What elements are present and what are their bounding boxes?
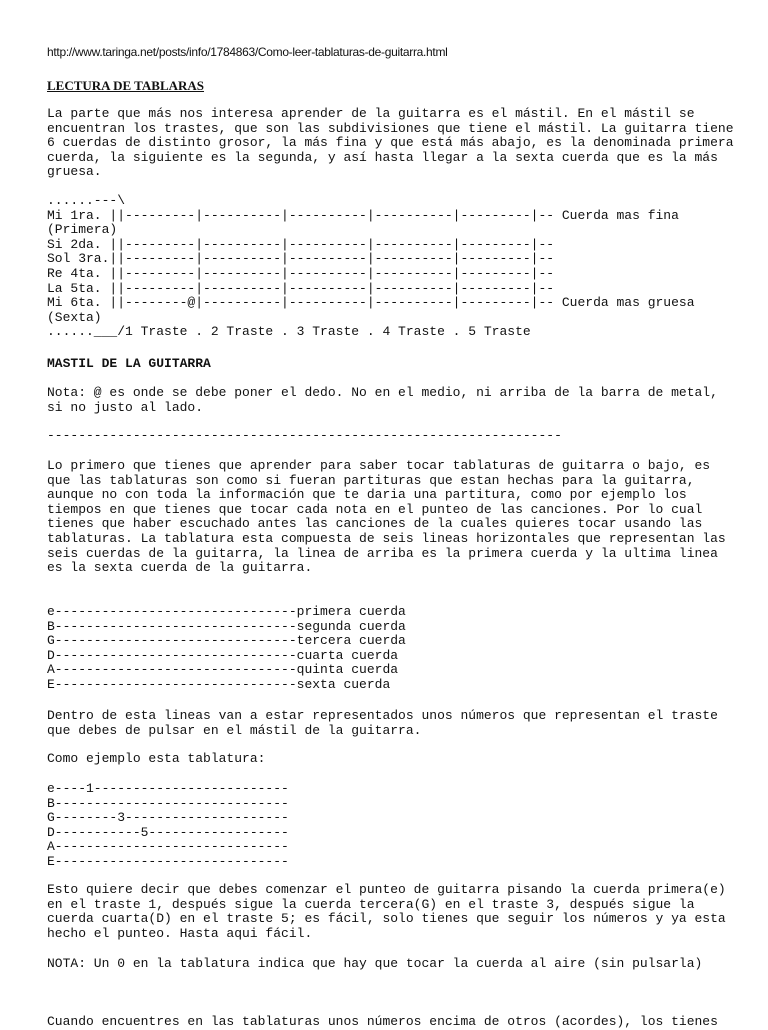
- tablature-explanation-paragraph: Lo primero que tienes que aprender para saber tocar tablaturas de guitarra o bajo, es que las tablaturas son como si fueran partituras que estan hechas para la guitarra, aunque no con toda la información que te daria una partitura, como por ejemplo los tiempos en que tienes que tocar cada nota en el punteo de las canciones. Por lo cual tienes que haber escuchado antes las canciones de la cuales quieres tocar usando las tablaturas. La tablatura esta compuesta de seis lineas horizontales que representan las seis cuerdas de la guitarra, la linea de arriba es la primera cuerda y la ultima linea es la sexta cuerda de la guitarra.: [47, 458, 726, 576]
- section-title-mastil: MASTIL DE LA GUITARRA: [47, 356, 211, 371]
- open-string-note: NOTA: Un 0 en la tablatura indica que hay que tocar la cuerda al aire (sin pulsarla): [47, 956, 703, 971]
- example-explanation-paragraph: Esto quiere decir que debes comenzar el punteo de guitarra pisando la cuerda primera(e) en el traste 1, después sigue la cuerda tercera(G) en el traste 3, después sigue la cuerda cuarta(D) en el traste 5; es fácil, solo tienes que seguir los números y ya esta hecho el punteo. Hasta aqui fácil.: [47, 882, 726, 941]
- example-intro: Como ejemplo esta tablatura:: [47, 751, 266, 766]
- string-names-diagram: e-------------------------------primera cuerda B-------------------------------segunda cuerda G-------------------------------tercera cuerda D-------------------------------cuarta cuerda A-------------------------------quinta cuerda E-------------------------------sexta cuerda: [47, 604, 406, 692]
- fretboard-diagram: ......---\ Mi 1ra. ||---------|----------|----------|----------|---------|-- Cuerda mas fina (Primera) Si 2da. ||---------|----------|----------|----------|---------|-- Sol 3ra.||---------|----------|----------|----------|---------|-- Re 4ta. ||---------|----------|----------|----------|---------|-- La 5ta. ||---------|----------|----------|----------|---------|-- Mi 6ta. ||--------@|----------|----------|----------|---------|-- Cuerda mas gruesa (Sexta) ......___/1 Traste . 2 Traste . 3 Traste . 4 Traste . 5 Traste: [47, 193, 695, 340]
- separator-line: ------------------------------------------------------------------: [47, 428, 562, 443]
- finger-position-note: Nota: @ es onde se debe poner el dedo. No en el medio, ni arriba de la barra de metal, si no justo al lado.: [47, 385, 718, 415]
- example-tablature: e----1------------------------- B------------------------------ G--------3--------------------- D-----------5------------------ A------------------------------ E------------------------------: [47, 781, 289, 869]
- document-page: [47, 0, 747, 1029]
- section-title-lectura: LECTURA DE TABLARAS: [47, 78, 205, 93]
- intro-paragraph: La parte que más nos interesa aprender de la guitarra es el mástil. En el mástil se encuentran los trastes, que son las subdivisiones que tiene el mástil. La guitarra tiene 6 cuerdas de distinto grosor, la más fina y que está más abajo, es la denominada primera cuerda, la siguiente es la segunda, y así hasta llegar a la sexta cuerda que es la más gruesa.: [47, 106, 734, 180]
- chords-paragraph-partial: Cuando encuentres en las tablaturas unos números encima de otros (acordes), los tienes: [47, 1014, 718, 1029]
- source-url: http://www.taringa.net/posts/info/1784863/Como-leer-tablaturas-de-guitarra.html: [47, 45, 448, 59]
- numbers-explanation-paragraph: Dentro de esta lineas van a estar representados unos números que representan el traste que debes de pulsar en el mástil de la guitarra.: [47, 708, 718, 738]
